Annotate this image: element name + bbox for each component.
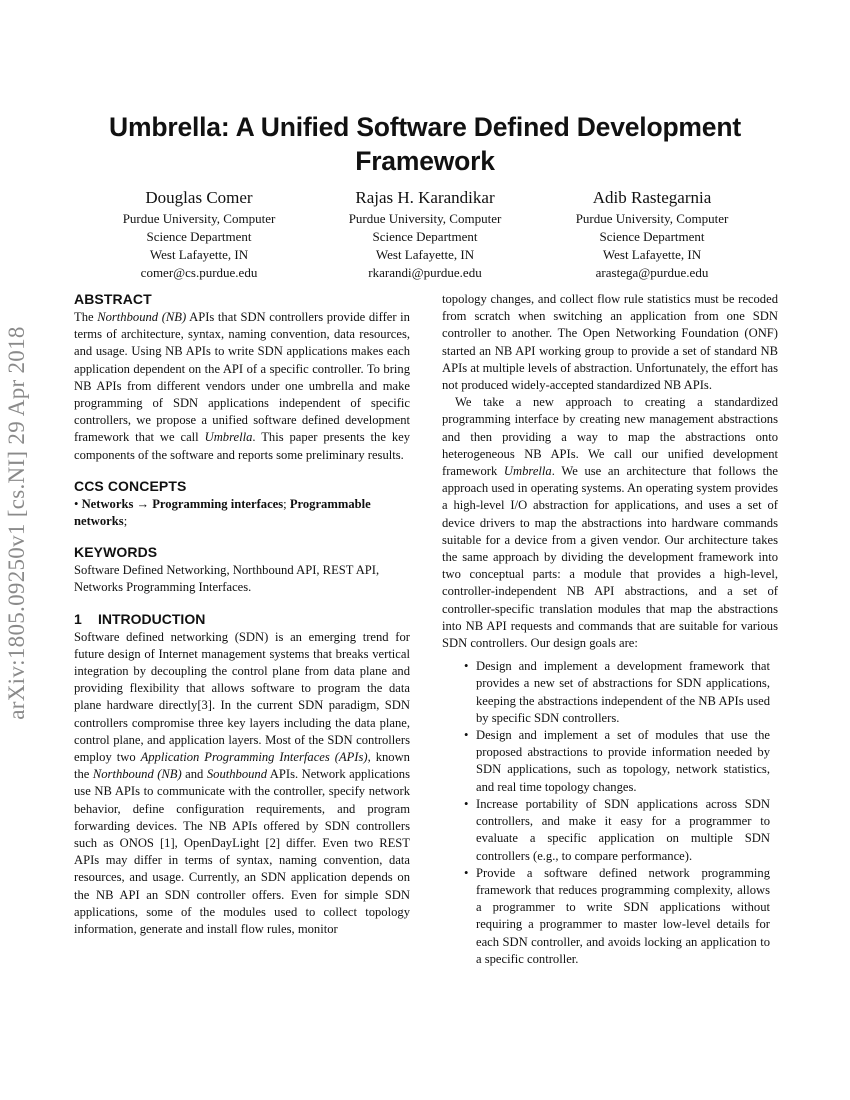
list-item: • Design and implement a set of modules that use the proposed abstractions to provide information needed by SDN applications, such as topology, network statistics, and real time topology changes.	[464, 728, 770, 794]
abstract-heading: ABSTRACT	[74, 291, 152, 307]
author-email: comer@cs.purdue.edu	[140, 265, 258, 280]
author-block	[84, 186, 314, 282]
author-name: Rajas H. Karandikar	[355, 188, 495, 207]
left-column	[74, 289, 410, 938]
author-name: Douglas Comer	[145, 188, 253, 207]
keywords-heading: KEYWORDS	[74, 544, 158, 561]
author-department: Science Department	[372, 229, 478, 244]
author-block	[537, 186, 767, 282]
bullet: •	[464, 728, 469, 743]
author-affiliation: Purdue University, Computer	[575, 211, 729, 226]
section-number: 1	[74, 610, 82, 627]
arxiv-identifier-stamp: arXiv:1805.09250v1 [cs.NI] 29 Apr 2018	[4, 326, 29, 720]
right-column	[442, 291, 778, 968]
author-department: Science Department	[599, 229, 705, 244]
section-title: INTRODUCTION	[98, 610, 206, 627]
author-department: Science Department	[146, 229, 252, 244]
list-item: • Provide a software defined network programming framework that reduces programming complexity, allows a programmer to write SDN applications without requiring a programmer to master low-level details for each SDN controller, and avoids locking an application to a specific controller.	[464, 865, 770, 966]
author-location: West Lafayette, IN	[602, 247, 702, 262]
author-location: West Lafayette, IN	[149, 247, 249, 262]
bullet: •	[464, 659, 469, 674]
introduction-paragraph: We take a new approach to creating a standardized programming interface by creating new management abstractions and then providing a way to map the abstractions onto heterogeneous NB APIs. We call our unified development framework Umbrella. We use an architecture that follows the approach used in operating systems. An operating system provides a high-level I/O abstraction for applications, and uses a set of device drivers to map the abstractions into hardware commands suitable for a device from a given vendor. Our architecture takes the same approach by dividing the development framework into two conceptual parts: a module that provides a high-level, controller-independent NB API abstractions, and a set of controller-specific translation modules that map the abstractions into NB API requests and commands that are suitable for various SDN controllers. Our design goals are:	[442, 395, 778, 651]
introduction-heading	[74, 609, 410, 629]
author-affiliation: Purdue University, Computer	[122, 211, 276, 226]
author-block	[310, 186, 540, 282]
author-location: West Lafayette, IN	[375, 247, 475, 262]
abstract-text: The Northbound (NB) APIs that SDN controllers provide differ in terms of architecture, syntax, naming convention, data resources, and usage. Using NB APIs to write SDN applications makes each application dependent on the API of a specific controller. To bring NB APIs from different vendors under one umbrella and make programming of SDN applications independent of specific controllers, we propose a unified software defined development framework that we call Umbrella. This paper presents the key components of the software and reports some preliminary results.	[74, 310, 411, 462]
list-item: • Increase portability of SDN applications across SDN controllers, and make it easy for a programmer to evaluate a specific application on multiple SDN controllers (e.g., to compare performance).	[464, 796, 770, 863]
author-affiliation: Purdue University, Computer	[348, 211, 502, 226]
design-goals-list	[442, 658, 778, 968]
author-name: Adib Rastegarnia	[592, 188, 712, 207]
ccs-concepts-heading: CCS CONCEPTS	[74, 477, 187, 494]
introduction-paragraph: Software defined networking (SDN) is an emerging trend for future design of Internet management systems that breaks vertical integration by decoupling the control plane from data plane and providing flexibility that allows software to program the data plane hardware directly[3]. In the current SDN paradigm, SDN controllers compromise three key layers including the data plane, control plane, and application layers. Most of the SDN controllers employ two Application Programming Interfaces (APIs), known the Northbound (NB) and Southbound APIs. Network applications use NB APIs to communicate with the controller, specify network behavior, define configuration requirements, and program forwarding devices. The NB APIs offered by SDN controllers such as ONOS [1], OpenDayLight [2] differ. Even two REST APIs may differ in terms of syntax, naming convention, data resources, and usage. Currently, an SDN application depends on the NB API an SDN controller offers. Even for simple SDN applications, some of the modules used to collect topology information, generate and install flow rules, monitor	[74, 629, 410, 937]
keywords-text: Software Defined Networking, Northbound API, REST API, Networks Programming Interfaces.	[74, 563, 380, 595]
introduction-paragraph-continued: topology changes, and collect flow rule statistics must be recoded from scratch when switching an application from one SDN controller to another. The Open Networking Foundation (ONF) started an NB API working group to provide a set of standard NB APIs at multiple levels of abstraction. Unfortunately, the effort has not produced widely-accepted standardized NB APIs.	[442, 292, 778, 393]
paper-title: Umbrella: A Unified Software Defined Development Framework	[109, 112, 741, 176]
ccs-concepts-text: • Networks → Programming interfaces; Programmable networks;	[74, 496, 371, 529]
author-email: arastega@purdue.edu	[595, 265, 709, 280]
list-item: • Design and implement a development framework that provides a new set of abstractions for SDN applications, keeping the abstractions independent of the NB APIs used by specific SDN controllers.	[464, 659, 770, 725]
author-email: rkarandi@purdue.edu	[368, 265, 482, 280]
bullet: •	[464, 796, 469, 811]
bullet: •	[464, 865, 469, 880]
